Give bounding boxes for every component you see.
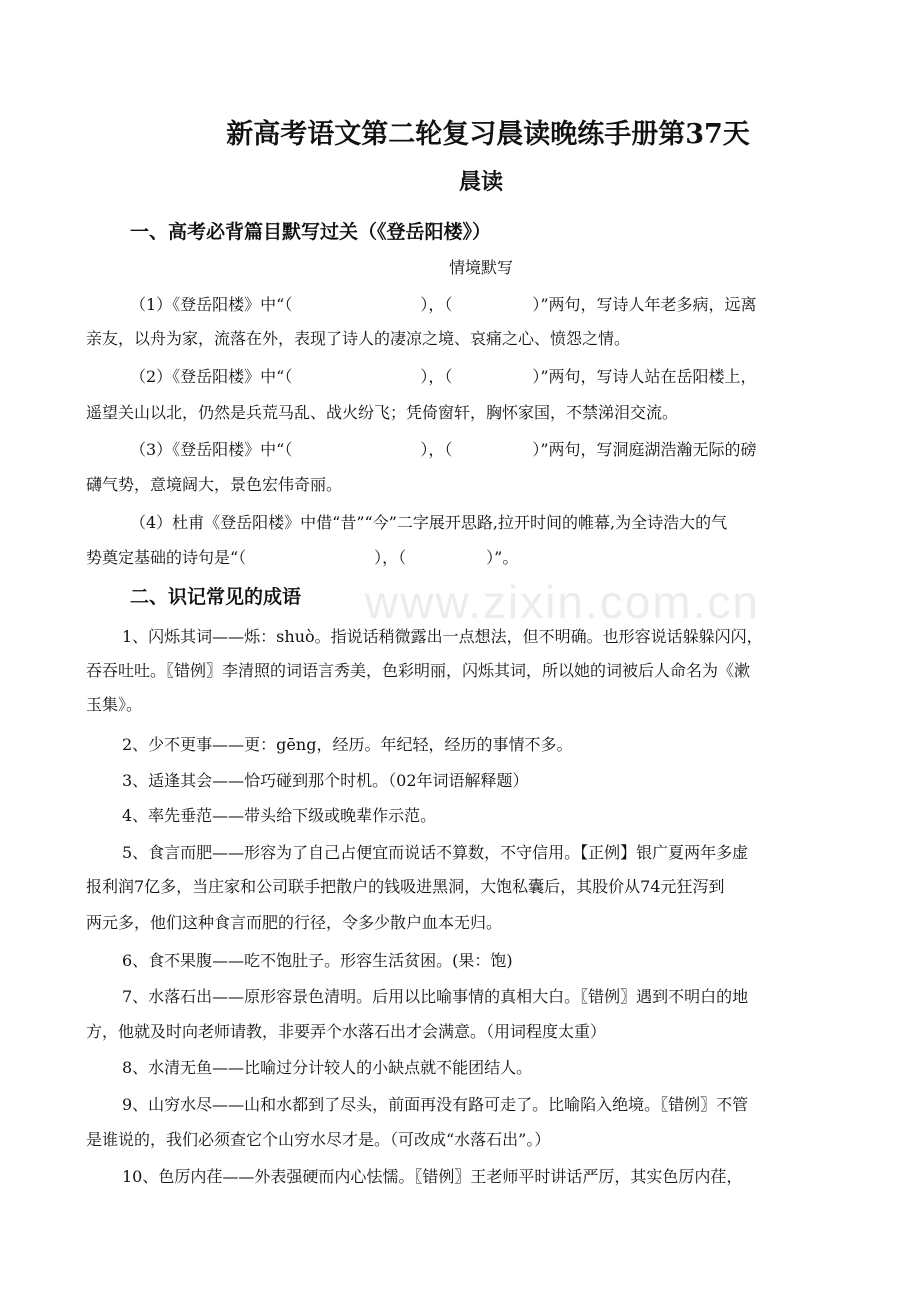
idiom-9-line-2: 是谁说的，我们必须查它个山穷水尽才是。（可改成“水落石出”。） [86,1130,551,1149]
watermark: www.zixin.com.cn [365,576,760,628]
question-2-line-1: （2）《登岳阳楼》中“（ ），（ ）”两句，写诗人站在岳阳楼上， [130,367,757,386]
idiom-5-line-3: 两元多，他们这种食言而肥的行径，令多少散户血本无归。 [86,913,503,932]
idiom-5-line-1: 5、食言而肥——形容为了自己占便宜而说话不算数，不守信用。【正例】银广夏两年多虚 [122,843,749,862]
idiom-1-line-3: 玉集》。 [86,695,143,714]
question-4-line-2: 势奠定基础的诗句是“（ ），（ ）”。 [86,548,519,567]
question-3-line-2: 礴气势，意境阔大，景色宏伟奇丽。 [86,475,343,494]
idiom-7-line-2: 方，他就及时向老师请教，非要弄个水落石出才会满意。（用词程度太重） [86,1022,607,1041]
idiom-4: 4、率先垂范——带头给下级或晚辈作示范。 [122,806,437,825]
idiom-6: 6、食不果腹——吃不饱肚子。形容生活贫困。(果：饱) [122,951,513,970]
idiom-9-line-1: 9、山穷水尽——山和水都到了尽头，前面再没有路可走了。比喻陷入绝境。〖错例〗不管 [122,1095,749,1114]
question-2-line-2: 遥望关山以北，仍然是兵荒马乱、战火纷飞；凭倚窗轩，胸怀家国，不禁涕泪交流。 [86,403,679,422]
idiom-10-line-1: 10、色厉内荏——外表强硬而内心怯懦。〖错例〗王老师平时讲话严厉，其实色厉内荏， [122,1167,743,1186]
idiom-7-line-1: 7、水落石出——原形容景色清明。后用以比喻事情的真相大白。〖错例〗遇到不明白的地 [122,987,749,1006]
idiom-8: 8、水清无鱼——比喻过分计较人的小缺点就不能团结人。 [122,1058,533,1077]
idiom-1-line-2: 吞吞吐吐。〖错例〗李清照的词语言秀美，色彩明丽，闪烁其词，所以她的词被后人命名为《漱 [86,661,751,680]
idiom-2: 2、少不更事——更：gēng，经历。年纪轻，经历的事情不多。 [122,735,573,754]
center-label: 情境默写 [448,258,513,277]
question-4-line-1: （4）杜甫《登岳阳楼》中借“昔”“今”二字展开思路,拉开时间的帷幕,为全诗浩大的气 [130,513,728,532]
idiom-5-line-2: 报利润7亿多，当庄家和公司联手把散户的钱吸进黑洞，大饱私囊后，其股价从74元狂泻到 [86,877,725,896]
question-1-line-2: 亲友，以舟为家，流落在外，表现了诗人的凄凉之境、哀痛之心、愤怨之情。 [86,329,631,348]
question-1-line-1: （1）《登岳阳楼》中“（ ），（ ）”两句，写诗人年老多病，远离 [130,295,757,314]
idiom-1-line-1: 1、闪烁其词——烁：shuò。指说话稍微露出一点想法，但不明确。也形容说话躲躲闪闪， [122,627,763,646]
idiom-3: 3、适逢其会——恰巧碰到那个时机。（02年词语解释题） [122,771,529,790]
page-title: 新高考语文第二轮复习晨读晚练手册第37天 [226,119,750,150]
question-3-line-1: （3）《登岳阳楼》中“（ ），（ ）”两句，写洞庭湖浩瀚无际的磅 [130,440,757,459]
section-heading-2: 二、识记常见的成语 [130,586,302,608]
section-heading-1: 一、高考必背篇目默写过关（《登岳阳楼》） [130,221,492,243]
page-subtitle: 晨读 [458,169,503,195]
